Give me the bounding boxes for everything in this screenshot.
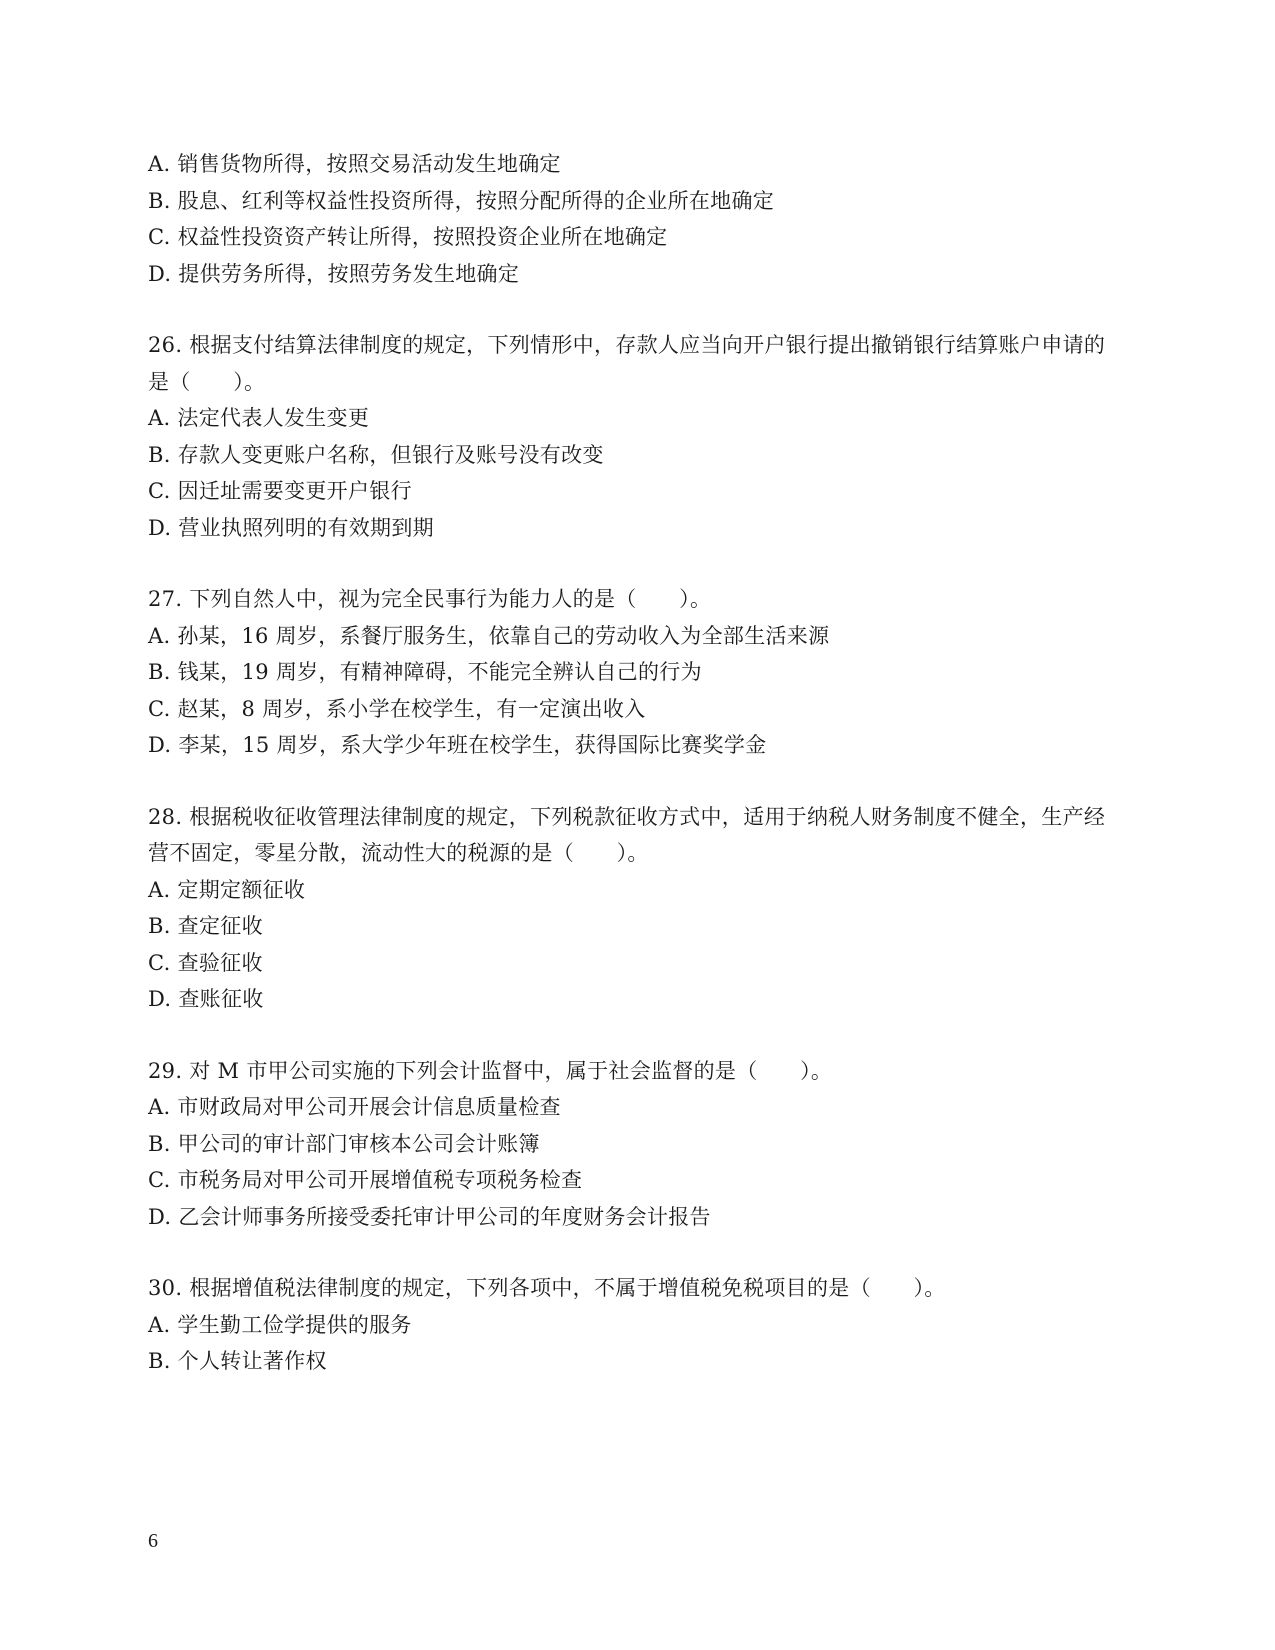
question-block bbox=[148, 1270, 1128, 1380]
answer-option: B. 个人转让著作权 bbox=[148, 1349, 327, 1373]
answer-option: D. 李某，15 周岁，系大学少年班在校学生，获得国际比赛奖学金 bbox=[148, 733, 767, 757]
answer-option: C. 权益性投资资产转让所得，按照投资企业所在地确定 bbox=[148, 225, 668, 249]
answer-option: C. 市税务局对甲公司开展增值税专项税务检查 bbox=[148, 1168, 583, 1192]
question-block bbox=[148, 1053, 1128, 1236]
question-stem-line: 28. 根据税收征收管理法律制度的规定，下列税款征收方式中，适用于纳税人财务制度不健全，生产经 bbox=[148, 804, 1106, 829]
answer-option: B. 查定征收 bbox=[148, 914, 263, 938]
answer-option: A. 销售货物所得，按照交易活动发生地确定 bbox=[148, 152, 561, 176]
question-block bbox=[148, 581, 1128, 764]
question-stem-line: 营不固定，零星分散，流动性大的税源的是（ ）。 bbox=[148, 841, 649, 865]
answer-option: C. 赵某，8 周岁，系小学在校学生，有一定演出收入 bbox=[148, 696, 646, 721]
answer-option: A. 孙某，16 周岁，系餐厅服务生，依靠自己的劳动收入为全部生活来源 bbox=[148, 623, 830, 648]
question-list bbox=[148, 146, 1128, 1380]
question-stem-line: 27. 下列自然人中，视为完全民事行为能力人的是（ ）。 bbox=[148, 587, 712, 611]
answer-option: C. 查验征收 bbox=[148, 950, 263, 975]
answer-option: D. 乙会计师事务所接受委托审计甲公司的年度财务会计报告 bbox=[148, 1204, 711, 1229]
answer-option: D. 营业执照列明的有效期到期 bbox=[148, 515, 434, 540]
answer-option: D. 查账征收 bbox=[148, 987, 264, 1011]
question-stem-line: 是（ ）。 bbox=[148, 369, 266, 394]
question-stem-line: 29. 对 M 市甲公司实施的下列会计监督中，属于社会监督的是（ ）。 bbox=[148, 1058, 833, 1083]
question-stem-line: 30. 根据增值税法律制度的规定，下列各项中，不属于增值税免税项目的是（ ）。 bbox=[148, 1276, 946, 1300]
answer-option: B. 存款人变更账户名称，但银行及账号没有改变 bbox=[148, 442, 604, 467]
answer-option: A. 市财政局对甲公司开展会计信息质量检查 bbox=[148, 1095, 561, 1119]
answer-option: D. 提供劳务所得，按照劳务发生地确定 bbox=[148, 261, 520, 286]
question-stem-line: 26. 根据支付结算法律制度的规定，下列情形中，存款人应当向开户银行提出撤销银行结算账户申请的 bbox=[148, 333, 1106, 357]
answer-option: A. 定期定额征收 bbox=[148, 877, 306, 902]
answer-option: B. 股息、红利等权益性投资所得，按照分配所得的企业所在地确定 bbox=[148, 188, 775, 213]
answer-option: B. 钱某，19 周岁，有精神障碍，不能完全辨认自己的行为 bbox=[148, 660, 702, 684]
question-block bbox=[148, 146, 1128, 292]
answer-option: C. 因迁址需要变更开户银行 bbox=[148, 479, 412, 503]
question-block bbox=[148, 327, 1128, 546]
page-number: 6 bbox=[148, 1530, 158, 1552]
answer-option: A. 法定代表人发生变更 bbox=[148, 406, 370, 430]
answer-option: A. 学生勤工俭学提供的服务 bbox=[148, 1312, 412, 1337]
answer-option: B. 甲公司的审计部门审核本公司会计账簿 bbox=[148, 1131, 540, 1156]
question-block bbox=[148, 799, 1128, 1018]
